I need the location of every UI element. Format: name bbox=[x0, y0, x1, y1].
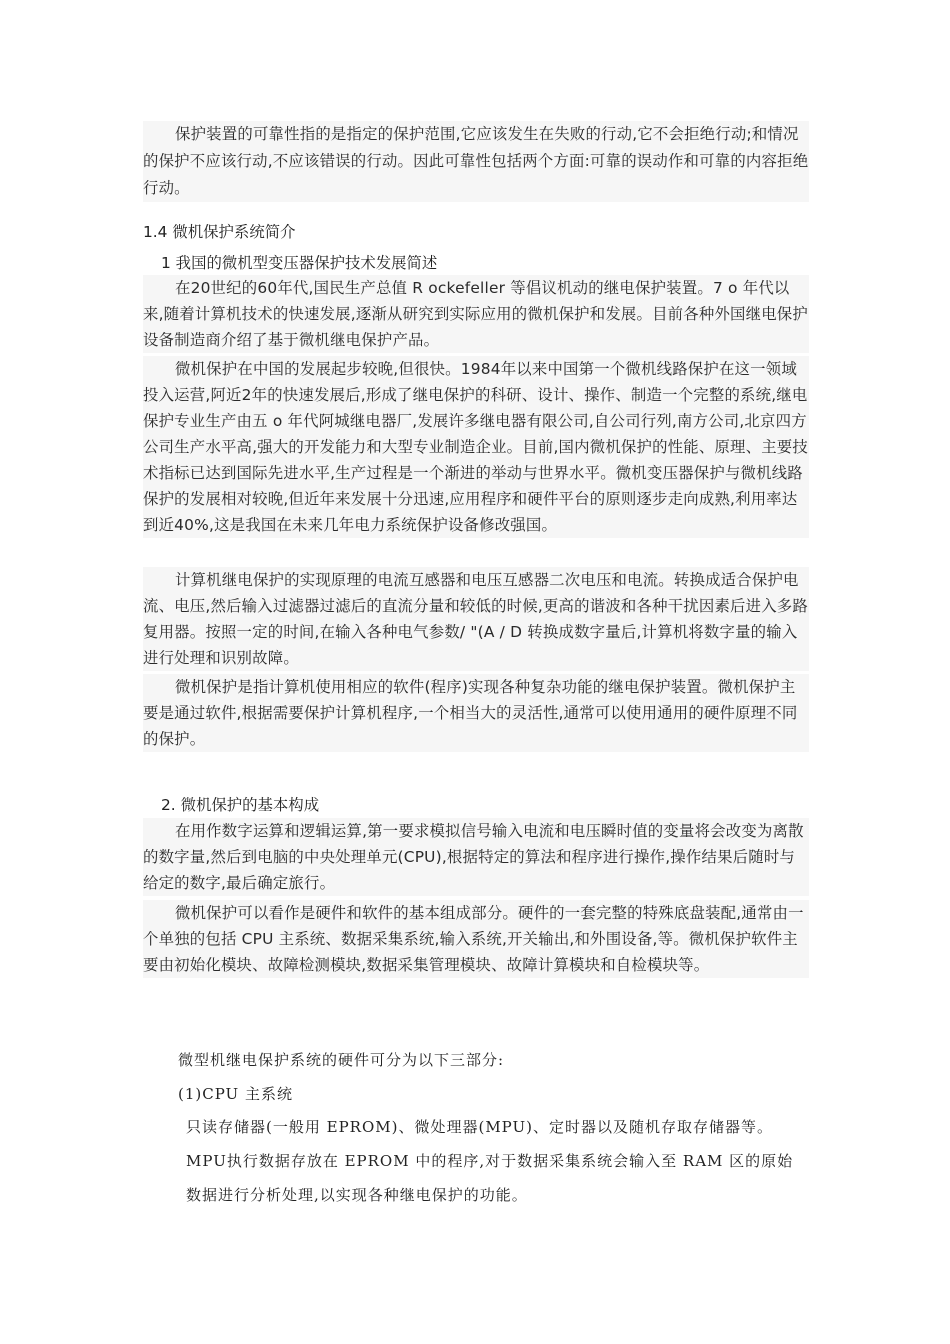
definition-paragraph: 微机保护是指计算机使用相应的软件(程序)实现各种复杂功能的继电保护装置。微机保护主要是通过软件,根据需要保护计算机程序,一个相当大的灵活性,通常可以使用通用的硬件原理不同的保护。 bbox=[143, 678, 798, 748]
composition-section bbox=[143, 900, 809, 978]
subsection-1-heading: 1 我国的微机型变压器保护技术发展简述 bbox=[161, 254, 438, 272]
section-2-heading: 2. 微机保护的基本构成 bbox=[161, 796, 320, 814]
cpu-description-block bbox=[186, 1110, 808, 1212]
reliability-paragraph: 保护装置的可靠性指的是指定的保护范围,它应该发生在失败的行动,它不会拒绝行动;和情况的保护不应该行动,不应该错误的行动。因此可靠性包括两个方面:可靠的误动作和可靠的内容拒绝行动。 bbox=[143, 125, 809, 197]
composition-paragraph: 微机保护可以看作是硬件和软件的基本组成部分。硬件的一套完整的特殊底盘装配,通常由一个单独的包括 CPU 主系统、数据采集系统,输入系统,开关输出,和外围设备,等。微机保护软件主要由初始化模块、故障检测模块,数据采集管理模块、故障计算模块和自检模块等。 bbox=[143, 904, 804, 974]
definition-section bbox=[143, 674, 809, 752]
history-section bbox=[143, 275, 809, 353]
reliability-section bbox=[143, 121, 809, 202]
hardware-intro-block bbox=[178, 1044, 818, 1076]
cpu-heading: (1)CPU 主系统 bbox=[178, 1085, 293, 1103]
section-2-heading-block bbox=[143, 793, 809, 817]
subsection-1-heading-block bbox=[143, 251, 809, 275]
cpu-description: 只读存储器(一般用 EPROM)、微处理器(MPU)、定时器以及随机存取存储器等。MPU执行数据存放在 EPROM 中的程序,对于数据采集系统会输入至 RAM 区的原始数据进行分析处理,以实现各种继电保护的功能。 bbox=[186, 1118, 794, 1204]
china-development-paragraph: 微机保护在中国的发展起步较晚,但很快。1984年以来中国第一个微机线路保护在这一领域投入运营,阿近2年的快速发展后,形成了继电保护的科研、设计、操作、制造一个完整的系统,继电保护专业生产由五 o 年代阿城继电器厂,发展许多继电器有限公司,自公司行列,南方公司,北京四方公司生产水平高,强大的开发能力和大型专业制造企业。目前,国内微机保护的性能、原理、主要技术指标已达到国际先进水平,生产过程是一个渐进的举动与世界水平。微机变压器保护与微机线路保护的发展相对较晚,但近年来发展十分迅速,应用程序和硬件平台的原则逐步走向成熟,利用率达到近40%,这是我国在未来几年电力系统保护设备修改强国。 bbox=[143, 360, 808, 534]
history-paragraph: 在20世纪的60年代,国民生产总值 R ockefeller 等倡议机动的继电保护装置。7 o 年代以来,随着计算机技术的快速发展,逐渐从研究到实际应用的微机保护和发展。目前各种外国继电保护设备制造商介绍了基于微机继电保护产品。 bbox=[143, 279, 808, 349]
china-development-section bbox=[143, 356, 809, 538]
digital-operation-section bbox=[143, 818, 809, 896]
section-1-4-heading: 1.4 微机保护系统简介 bbox=[143, 223, 296, 241]
section-1-4-heading-block bbox=[143, 220, 809, 244]
hardware-intro-line: 微型机继电保护系统的硬件可分为以下三部分: bbox=[178, 1051, 505, 1069]
digital-operation-paragraph: 在用作数字运算和逻辑运算,第一要求模拟信号输入电流和电压瞬时值的变量将会改变为离散的数字量,然后到电脑的中央处理单元(CPU),根据特定的算法和程序进行操作,操作结果后随时与给定的数字,最后确定旅行。 bbox=[143, 822, 804, 892]
principle-paragraph: 计算机继电保护的实现原理的电流互感器和电压互感器二次电压和电流。转换成适合保护电流、电压,然后输入过滤器过滤后的直流分量和较低的时候,更高的谐波和各种干扰因素后进入多路复用器。按照一定的时间,在输入各种电气参数/ "(A / D 转换成数字量后,计算机将数字量的输入进行处理和识别故障。 bbox=[143, 571, 808, 667]
cpu-heading-block bbox=[178, 1078, 818, 1110]
principle-section bbox=[143, 567, 809, 671]
